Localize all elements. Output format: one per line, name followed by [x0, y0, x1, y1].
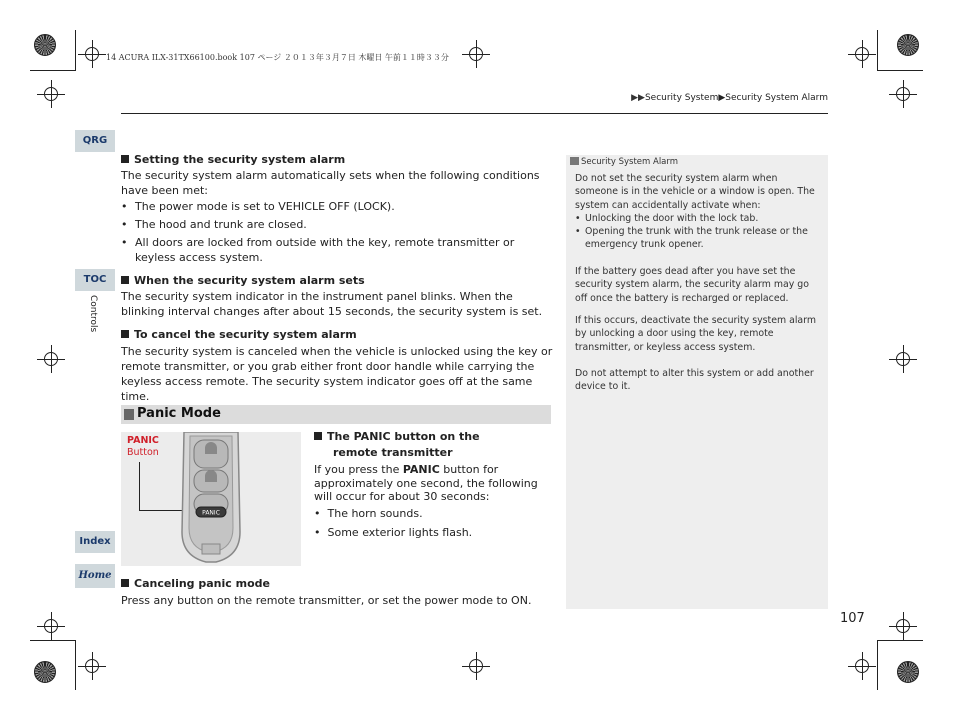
sidebar-p4: Do not attempt to alter this system or add another device to it.: [575, 368, 814, 393]
breadcrumb: ▶▶Security System▶Security System Alarm: [631, 93, 828, 103]
bullet-dot-icon: •: [314, 526, 321, 539]
breadcrumb-security-system-alarm[interactable]: Security System Alarm: [725, 93, 828, 103]
panic-button-callout: PANIC Button: [127, 435, 159, 458]
panic-key-label: PANIC: [202, 509, 220, 517]
panic-body: If you press the PANIC button for approximately one second, the following will occur for about 30 seconds:: [314, 463, 538, 503]
home-tab[interactable]: [75, 564, 115, 588]
sidebar-bullet-1: • Unlocking the door with the lock tab.: [575, 213, 759, 224]
sidebar-note: [566, 155, 828, 609]
bullet-dot-icon: •: [121, 236, 128, 249]
toc-tab[interactable]: TOC: [75, 269, 115, 291]
header-rule: [121, 113, 828, 114]
qrg-tab[interactable]: QRG: [75, 130, 115, 152]
square-bullet-icon: [121, 330, 129, 338]
sidebar-p3: If this occurs, deactivate the security system alarm by unlocking a door using the key, remote transmitter, or keyless access system.: [575, 315, 816, 353]
bullet-dot-icon: •: [121, 200, 128, 213]
canceling-heading: Canceling panic mode: [121, 577, 270, 590]
home-tab-label: Home: [78, 570, 112, 581]
note-icon: [570, 157, 579, 165]
when-sets-body: The security system indicator in the instrument panel blinks. When the blinking interval changes after about 15 seconds, the security system is set.: [121, 290, 543, 318]
bullet-dot-icon: •: [314, 507, 321, 520]
setting-heading: Setting the security system alarm: [121, 153, 345, 166]
square-bullet-icon: [314, 432, 322, 440]
page-number: 107: [840, 611, 865, 626]
panic-mode-title: Panic Mode: [137, 406, 221, 421]
heading-square-icon: [124, 409, 134, 420]
panic-bullet-1: • The horn sounds.: [314, 507, 423, 520]
setting-bullet-3: • All doors are locked from outside with the key, remote transmitter or keyless access system.: [121, 236, 515, 264]
sidebar-p2: If the battery goes dead after you have set the security system alarm, the security alarm may go off once the battery is recharged or replaced.: [575, 266, 809, 304]
setting-bullet-2: • The hood and trunk are closed.: [121, 218, 307, 231]
sidebar-bullet-2: • Opening the trunk with the trunk release or the emergency trunk opener.: [575, 226, 808, 251]
sidebar-title: Security System Alarm: [570, 157, 678, 167]
remote-transmitter-illustration: [176, 432, 246, 566]
panic-mode-heading-bar: [121, 405, 551, 424]
square-bullet-icon: [121, 276, 129, 284]
key-fob-figure: [121, 432, 301, 566]
setting-intro: The security system alarm automatically sets when the following conditions have been met:: [121, 169, 540, 197]
bullet-dot-icon: •: [575, 213, 581, 224]
section-label: Controls: [88, 295, 98, 333]
setting-bullet-1: • The power mode is set to VEHICLE OFF (LOCK).: [121, 200, 395, 213]
breadcrumb-security-system[interactable]: Security System: [644, 93, 719, 103]
square-bullet-icon: [121, 579, 129, 587]
cancel-body: The security system is canceled when the vehicle is unlocked using the key or remote transmitter, or you grab either front door handle while carrying the keyless access remote. The security system indicator goes off at the same time.: [121, 345, 553, 403]
panic-button-heading: The PANIC button on the remote transmitter: [314, 429, 480, 461]
cancel-heading: To cancel the security system alarm: [121, 328, 357, 341]
canceling-body: Press any button on the remote transmitter, or set the power mode to ON.: [121, 594, 532, 607]
bullet-dot-icon: •: [121, 218, 128, 231]
sidebar-p1: Do not set the security system alarm when someone is in the vehicle or a window is open. The system can accidentally activate when:: [575, 173, 815, 211]
when-sets-heading: When the security system alarm sets: [121, 274, 365, 287]
panic-bullet-2: • Some exterior lights flash.: [314, 526, 473, 539]
index-tab[interactable]: Index: [75, 531, 115, 553]
square-bullet-icon: [121, 155, 129, 163]
print-file-info: 14 ACURA ILX-31TX66100.book 107 ページ ２０１３年３月７日 木曜日 午前１１時３３分: [106, 53, 449, 62]
bullet-dot-icon: •: [575, 226, 581, 237]
